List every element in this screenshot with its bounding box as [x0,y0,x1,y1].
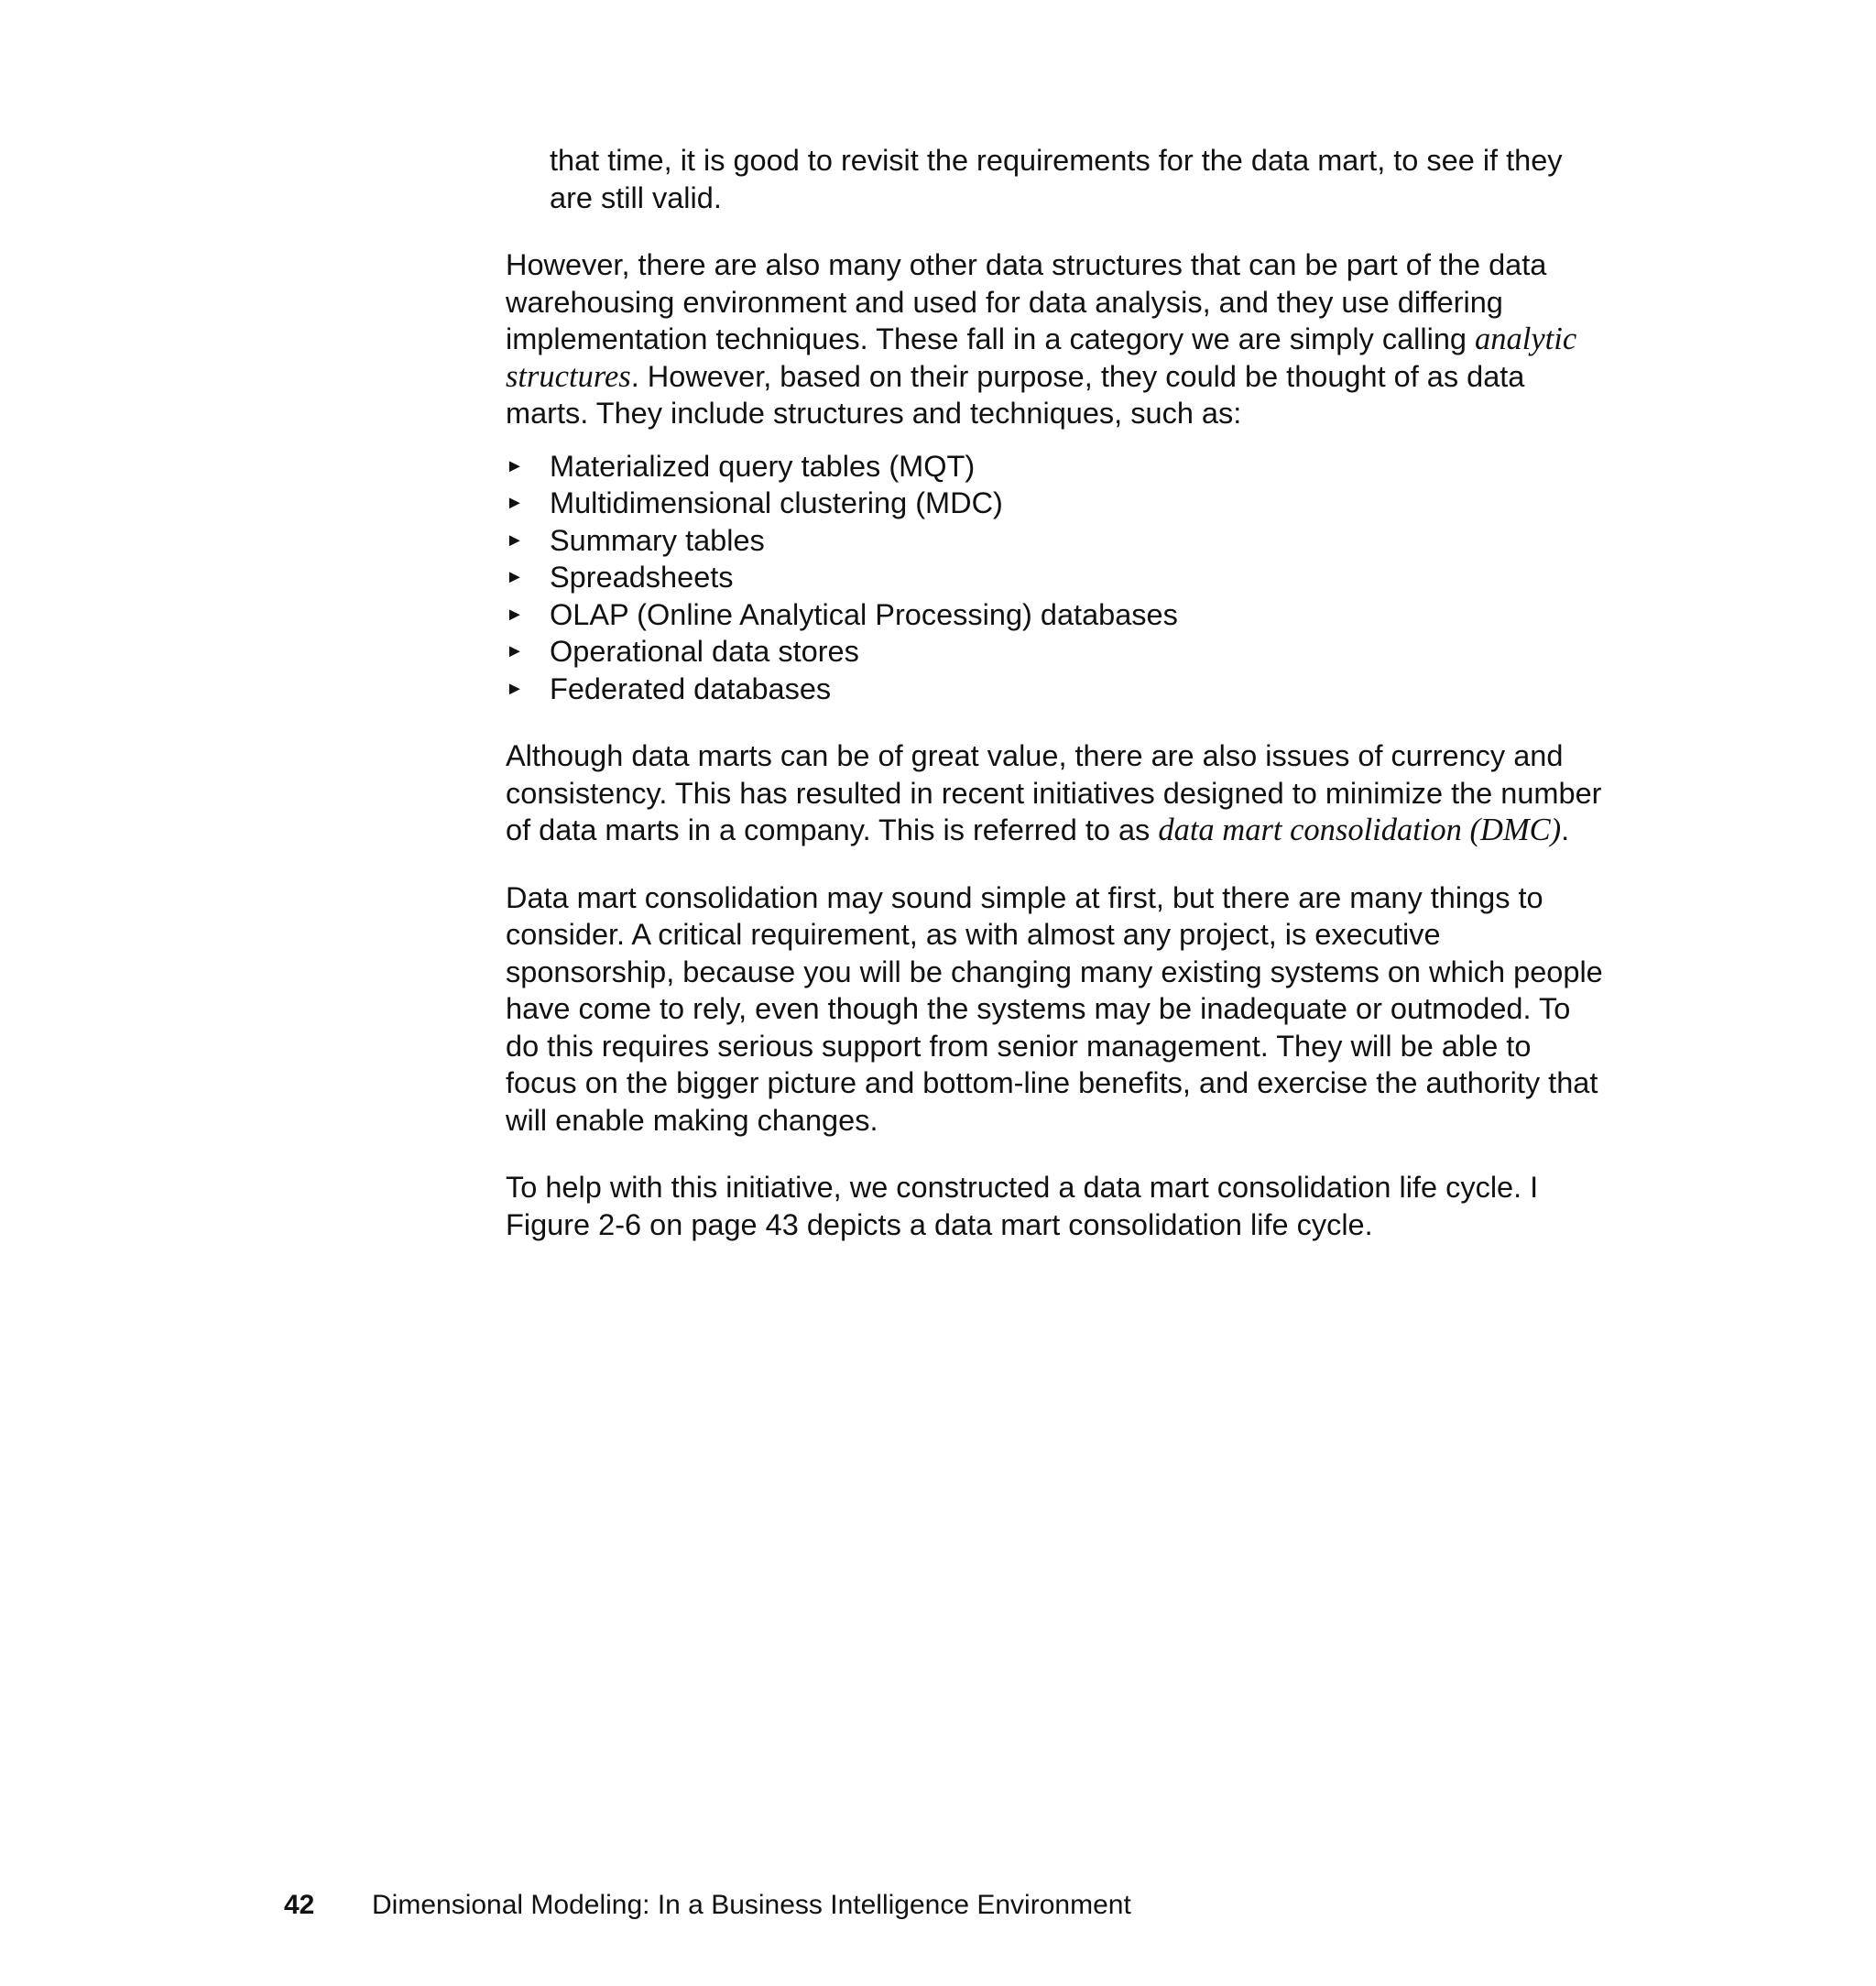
list-item [506,671,1605,708]
list-item-text: Multidimensional clustering (MDC) [550,486,1003,519]
bullet-arrow-icon: ► [506,604,524,625]
bullet-arrow-icon: ► [506,455,524,476]
life-cycle-paragraph: To help with this initiative, we constructed a data mart consolidation life cycle. I Figure 2-6 on page 43 depicts a data mart consolidation life cycle. [506,1171,1539,1241]
executive-sponsorship-paragraph: Data mart consolidation may sound simple at first, but there are many things to consider. A critical requirement, as with almost any project, is executive sponsorship, because you will be changing many existing systems on which people have come to rely, even though the systems may be inadequate or outmoded. To do this requires serious support from senior management. They will be able to focus on the bigger picture and bottom-line benefits, and exercise the authority that will enable making changes. [506,880,1603,1137]
paragraph-text: However, there are also many other data structures that can be part of the data warehousing environment and used for data analysis, and they use differing implementation techniques. These fall in a category we are simply calling [506,248,1547,355]
list-item-text: OLAP (Online Analytical Processing) databases [550,597,1178,631]
bullet-arrow-icon: ► [506,567,524,587]
list-item-text: Federated databases [550,671,832,705]
analytic-structures-paragraph [506,246,1605,432]
list-item [506,633,1605,671]
list-item [506,596,1605,634]
list-item [506,448,1605,486]
analytic-structures-list [506,448,1605,708]
list-item-text: Materialized query tables (MQT) [550,449,976,483]
bullet-arrow-icon: ► [506,529,524,551]
list-item [506,485,1605,522]
data-mart-consolidation-paragraph [506,737,1605,849]
bullet-arrow-icon: ► [506,493,524,513]
list-item [506,522,1605,560]
list-item-text: Operational data stores [550,635,859,668]
page-body [506,142,1605,1273]
paragraph-text: Although data marts can be of great value, there are also issues of currency and consistency. This has resulted in recent initiatives designed to minimize the number of data marts in a company. This is referred to as [506,739,1602,846]
intro-continuation-paragraph: that time, it is good to revisit the requirements for the data mart, to see if they are still valid. [550,144,1563,214]
italic-term: data mart consolidation (DMC) [1158,813,1562,847]
book-title: Dimensional Modeling: In a Business Intelligence Environment [372,1890,1131,1920]
bullet-arrow-icon: ► [506,641,524,661]
list-item-text: Summary tables [550,523,765,557]
list-item [506,559,1605,596]
paragraph-text: . However, based on their purpose, they could be thought of as data marts. They include structures and techniques, such as: [506,359,1525,430]
page-footer [284,1889,1131,1922]
bullet-arrow-icon: ► [506,678,524,699]
page-number: 42 [284,1890,315,1920]
italic-term: analytic structures [506,322,1577,394]
list-item-text: Spreadsheets [550,561,734,594]
paragraph-text: . [1561,813,1570,846]
